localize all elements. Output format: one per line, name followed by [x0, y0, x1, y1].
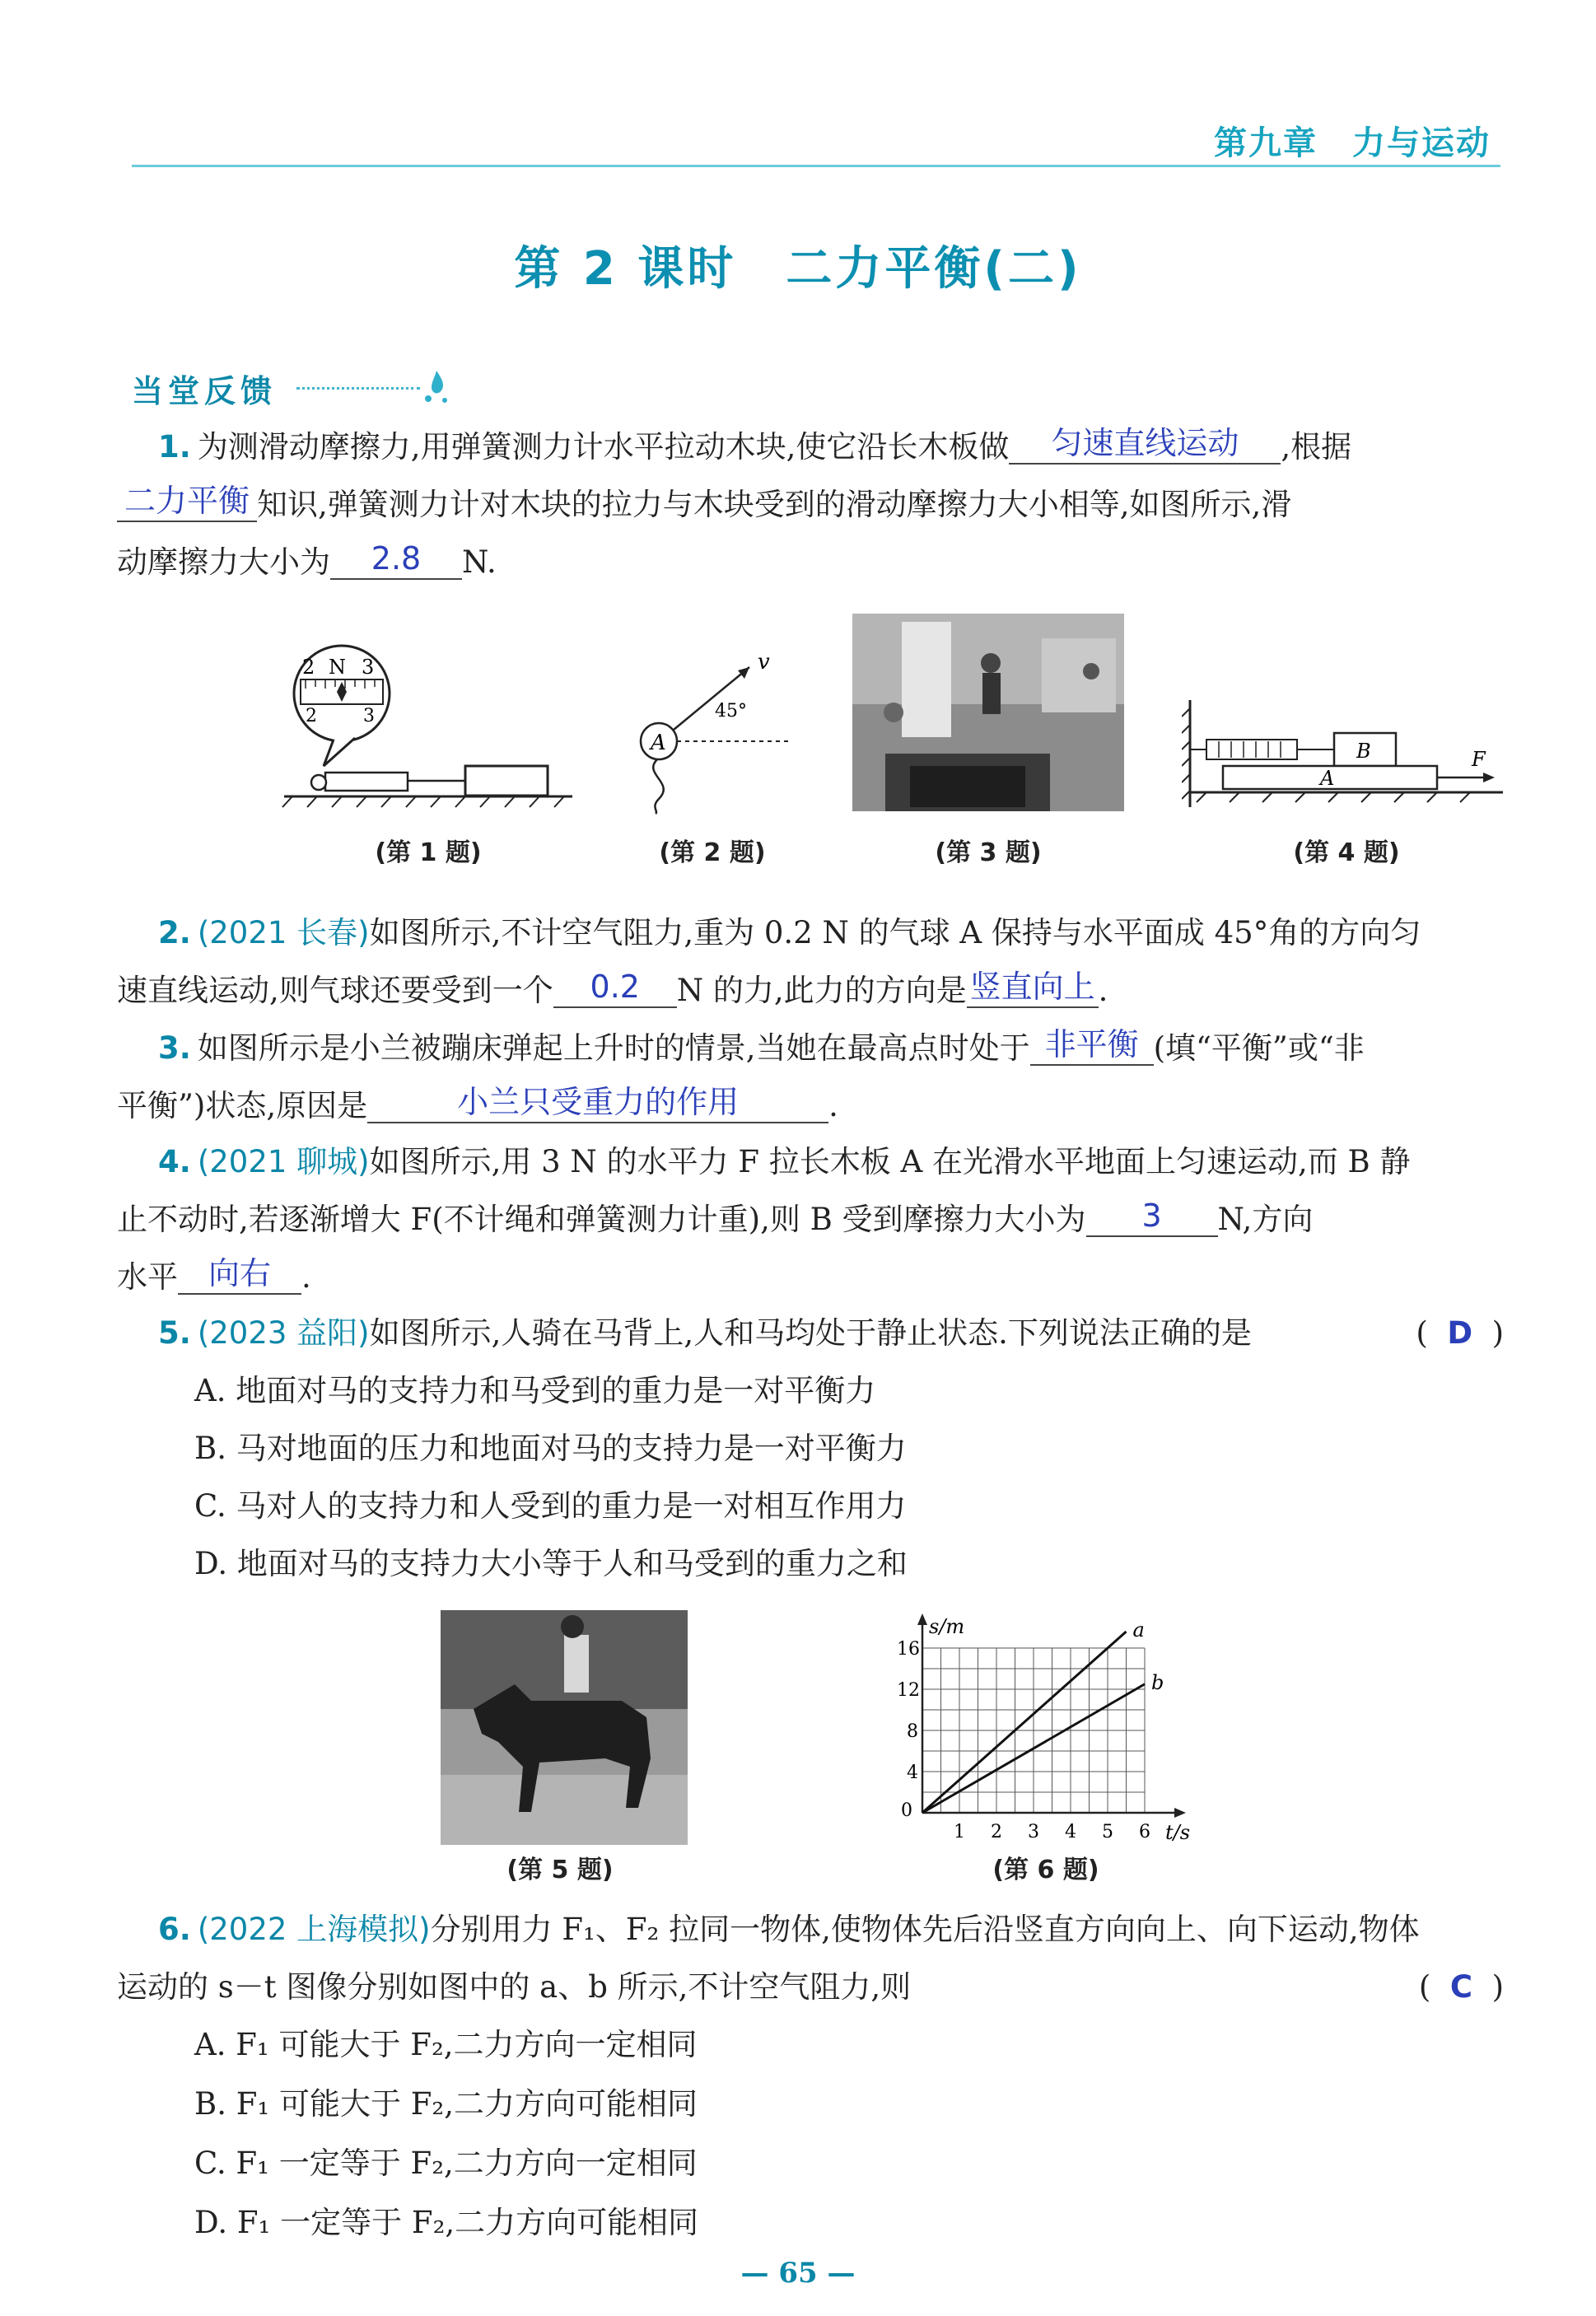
scale-label: N	[329, 656, 346, 679]
y-tick-label: 12	[897, 1680, 920, 1701]
x-tick-label: 4	[1065, 1822, 1076, 1842]
question-number: 2.	[158, 915, 191, 950]
q1-text: 动摩擦力大小为	[117, 544, 330, 580]
q6-option-b[interactable]: B. F₁ 可能大于 F₂,二力方向可能相同	[194, 2086, 698, 2122]
y-tick-label: 16	[897, 1639, 920, 1660]
question-number: 1.	[158, 429, 191, 465]
q4-text: 如图所示,用 3 N 的水平力 F 拉长木板 A 在光滑水平地面上匀速运动,而 B 静	[369, 1144, 1411, 1179]
q4-blank-1[interactable]: 3	[1086, 1196, 1218, 1237]
angle-label: 45°	[715, 701, 747, 721]
caption-fig-4: (第 4 题)	[1293, 838, 1400, 867]
scale-label: 2	[306, 706, 317, 726]
q5-option-c[interactable]: C. 马对人的支持力和人受到的重力是一对相互作用力	[194, 1488, 907, 1524]
q2-blank-2[interactable]: 竖直向上	[967, 967, 1099, 1008]
x-tick-label: 2	[991, 1822, 1002, 1842]
q6-answer[interactable]: C	[1449, 1969, 1473, 2005]
question-1	[117, 418, 1504, 591]
question-source: (2023 益阳)	[197, 1315, 370, 1351]
q5-answer[interactable]: D	[1447, 1315, 1473, 1351]
figure-6-st-chart	[894, 1610, 1206, 1849]
q4-text: 水平	[117, 1259, 178, 1295]
q6-text: 分别用力 F₁、F₂ 拉同一物体,使物体先后沿竖直方向向上、向下运动,物体	[430, 1912, 1420, 1947]
q2-text: 速直线运动,则气球还要受到一个	[117, 973, 553, 1008]
q6-text: 运动的 s－t 图像分别如图中的 a、b 所示,不计空气阻力,则	[117, 1969, 912, 2005]
y-axis-label: s/m	[929, 1615, 965, 1638]
q4-text: N,方向	[1217, 1202, 1314, 1237]
q3-blank-2[interactable]: 小兰只受重力的作用	[367, 1082, 828, 1123]
chapter-header: 第九章 力与运动	[1214, 124, 1491, 162]
x-tick-label: 6	[1139, 1822, 1150, 1842]
question-2	[117, 904, 1504, 1020]
velocity-label: v	[758, 651, 770, 675]
x-tick-label: 3	[1028, 1822, 1039, 1842]
droplet-icon	[420, 366, 453, 407]
q1-text: 知识,弹簧测力计对木块的拉力与木块受到的滑动摩擦力大小相等,如图所示,滑	[257, 487, 1292, 522]
question-3	[117, 1020, 1504, 1135]
q3-text: (填“平衡”或“非	[1153, 1030, 1365, 1066]
question-source: (2021 长春)	[197, 915, 370, 950]
question-number: 4.	[158, 1144, 191, 1179]
q1-blank-2[interactable]: 二力平衡	[117, 481, 257, 522]
section-tag: 当堂反馈	[132, 373, 278, 409]
q4-text: .	[301, 1259, 311, 1295]
y-tick-label: 8	[907, 1721, 918, 1742]
scale-label: 2	[302, 656, 315, 679]
q5-text: 如图所示,人骑在马背上,人和马均处于静止状态.下列说法正确的是	[369, 1315, 1252, 1351]
q1-blank-1[interactable]: 匀速直线运动	[1009, 423, 1281, 465]
caption-fig-6: (第 6 题)	[992, 1856, 1099, 1884]
q6-option-c[interactable]: C. F₁ 一定等于 F₂,二力方向一定相同	[194, 2146, 698, 2181]
q2-text: 如图所示,不计空气阻力,重为 0.2 N 的气球 A 保持与水平面成 45°角的方向匀	[369, 915, 1421, 950]
q1-text: ,根据	[1281, 429, 1352, 465]
horse-rider-photo	[441, 1610, 688, 1845]
caption-fig-1: (第 1 题)	[375, 838, 482, 867]
x-tick-label: 0	[901, 1800, 912, 1821]
question-4	[117, 1133, 1504, 1306]
series-label-a: a	[1132, 1618, 1145, 1641]
question-5	[158, 1305, 1504, 1362]
scale-label: 3	[362, 656, 375, 679]
chart-grid	[922, 1648, 1145, 1813]
answer-paren: )	[1491, 1315, 1504, 1351]
question-number: 3.	[158, 1030, 191, 1066]
board-a-label: A	[1320, 767, 1335, 790]
series-label-b: b	[1151, 1670, 1164, 1694]
x-tick-label: 1	[954, 1822, 965, 1842]
figure-1-spring-scale	[276, 642, 581, 815]
question-number: 5.	[158, 1315, 191, 1351]
q2-text: N 的力,此力的方向是	[676, 973, 967, 1008]
q4-blank-2[interactable]: 向右	[178, 1254, 301, 1295]
q5-option-a[interactable]: A. 地面对马的支持力和马受到的重力是一对平衡力	[194, 1373, 876, 1408]
q3-text: 平衡”)状态,原因是	[117, 1088, 368, 1123]
page-number: — 65 —	[740, 2257, 856, 2290]
q6-option-d[interactable]: D. F₁ 一定等于 F₂,二力方向可能相同	[194, 2205, 699, 2240]
figure-2-balloon	[626, 651, 807, 815]
question-source: (2021 聊城)	[197, 1144, 370, 1179]
y-tick-label: 4	[907, 1763, 918, 1783]
block-b-label: B	[1356, 740, 1371, 763]
q4-text: 止不动时,若逐渐增大 F(不计绳和弹簧测力计重),则 B 受到摩擦力大小为	[117, 1202, 1086, 1237]
q3-text: .	[828, 1088, 838, 1123]
q2-blank-1[interactable]: 0.2	[553, 967, 677, 1008]
section-divider	[296, 387, 420, 390]
answer-paren: )	[1491, 1969, 1504, 2005]
caption-fig-2: (第 2 题)	[659, 838, 766, 867]
trampoline-photo	[852, 614, 1124, 811]
q2-text: .	[1098, 973, 1108, 1008]
q5-option-b[interactable]: B. 马对地面的压力和地面对马的支持力是一对平衡力	[194, 1431, 907, 1466]
series-line-a	[922, 1632, 1127, 1813]
x-axis-label: t/s	[1165, 1821, 1191, 1844]
scale-label: 3	[363, 706, 375, 726]
q1-blank-3[interactable]: 2.8	[330, 539, 462, 580]
q1-text: N.	[462, 544, 497, 580]
figure-4-board-block	[1182, 700, 1503, 815]
q3-text: 如图所示是小兰被蹦床弹起上升时的情景,当她在最高点时处于	[197, 1030, 1030, 1066]
q3-blank-1[interactable]: 非平衡	[1030, 1025, 1154, 1066]
answer-paren: (	[1418, 1969, 1431, 2005]
balloon-label: A	[651, 731, 666, 755]
question-source: (2022 上海模拟)	[197, 1912, 431, 1947]
q6-option-a[interactable]: A. F₁ 可能大于 F₂,二力方向一定相同	[194, 2027, 698, 2062]
header-rule	[132, 165, 1500, 167]
caption-fig-3: (第 3 题)	[935, 838, 1042, 867]
lesson-title: 第 2 课时 二力平衡(二)	[514, 242, 1082, 296]
question-number: 6.	[158, 1912, 191, 1947]
q1-text: 为测滑动摩擦力,用弹簧测力计水平拉动木块,使它沿长木板做	[197, 429, 1010, 465]
force-label: F	[1472, 748, 1486, 771]
x-tick-label: 5	[1102, 1822, 1113, 1842]
caption-fig-5: (第 5 题)	[506, 1856, 614, 1884]
question-6	[117, 1901, 1504, 2016]
answer-paren: (	[1416, 1315, 1428, 1351]
q5-option-d[interactable]: D. 地面对马的支持力大小等于人和马受到的重力之和	[194, 1546, 908, 1581]
